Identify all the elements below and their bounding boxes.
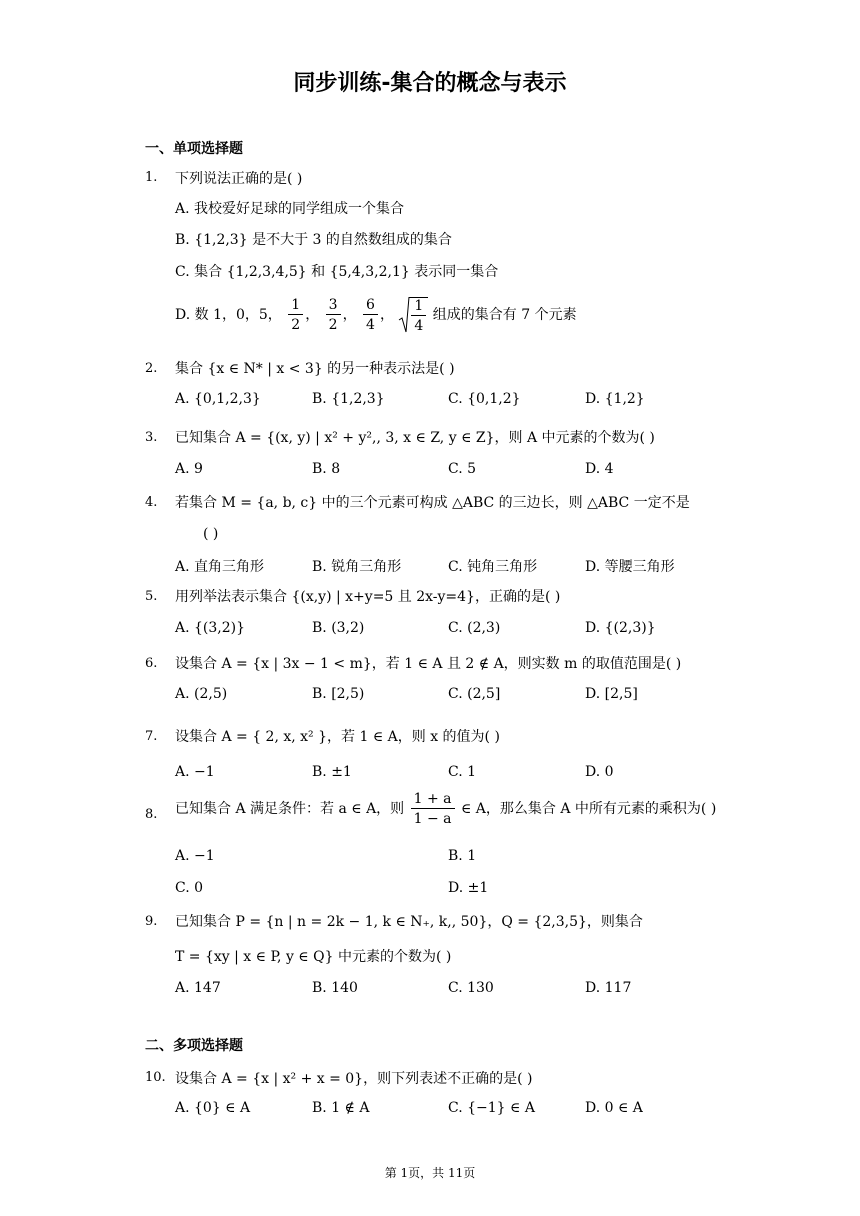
question-stem: 若集合 M = {a, b, c} 中的三个元素可构成 △ABC 的三边长，则 △ABC 一定不是 [175, 495, 690, 511]
option-d: D. 数 1，0，5， $\frac{1}{2}$ ， $\frac{3}{2}$ ， $\frac{6}{4}$ ， $\frac{1}{4}$ 组成的集合有 7 个元素 [175, 297, 577, 334]
option-c: C. {−1} ∈ A [448, 1100, 535, 1116]
option-a: A. {0,1,2,3} [175, 391, 261, 407]
square-root [398, 296, 428, 334]
option-d: D. 0 [585, 764, 614, 780]
option-b: B. 1 ∉ A [312, 1100, 370, 1116]
question-stem: 用列举法表示集合 {(x,y) | x+y=5 且 2x-y=4}，正确的是( ) [175, 589, 561, 605]
option-c: C. 集合 {1,2,3,4,5} 和 {5,4,3,2,1} 表示同一集合 [175, 264, 499, 280]
fraction: $\frac{1}{2}$ [288, 298, 303, 332]
fraction: $\frac{1}{4}$ [411, 299, 426, 333]
option-b: B. ±1 [312, 764, 352, 780]
fraction: $\frac{3}{2}$ [326, 298, 341, 332]
option-b: B. [2,5) [312, 686, 365, 702]
question-number: 5. [145, 589, 158, 604]
option-d: D. ±1 [448, 880, 489, 896]
option-d: D. {1,2} [585, 391, 645, 407]
question-stem-continued: T = {xy | x ∈ P, y ∈ Q} 中元素的个数为( ) [175, 949, 452, 965]
option-d: D. [2,5] [585, 686, 638, 702]
question-stem-continued: ( ) [203, 526, 219, 542]
question-number: 2. [145, 361, 158, 376]
option-d-suffix: 组成的集合有 7 个元素 [432, 307, 577, 323]
question-stem: 集合 {x ∈ N* | x < 3} 的另一种表示法是( ) [175, 361, 455, 377]
option-a: A. 我校爱好足球的同学组成一个集合 [175, 201, 405, 217]
option-b: B. 锐角三角形 [312, 559, 402, 575]
option-b: B. (3,2) [312, 620, 365, 636]
option-a: A. −1 [175, 848, 215, 864]
option-c: C. 5 [448, 461, 477, 477]
option-d: D. 4 [585, 461, 614, 477]
option-a: A. {(3,2)} [175, 620, 246, 636]
option-a: A. 直角三角形 [175, 559, 265, 575]
section-single-choice: 一、单项选择题 [145, 141, 243, 157]
option-a: A. (2,5) [175, 686, 228, 702]
question-number: 9. [145, 914, 158, 929]
option-b: B. 8 [312, 461, 341, 477]
option-d: D. {(2,3)} [585, 620, 656, 636]
option-c: C. 130 [448, 980, 494, 996]
option-d: D. 0 ∈ A [585, 1100, 643, 1116]
fraction: $\frac{6}{4}$ [363, 298, 378, 332]
question-stem [175, 792, 716, 826]
option-b: B. 1 [448, 848, 477, 864]
question-stem-suffix: ∈ A，那么集合 A 中所有元素的乘积为( ) [460, 801, 717, 817]
option-c: C. 0 [175, 880, 204, 896]
option-d: D. 等腰三角形 [585, 559, 675, 575]
question-stem: 设集合 A = {x | 3x − 1 < m}，若 1 ∈ A 且 2 ∉ A，则实数 m 的取值范围是( ) [175, 656, 682, 672]
page-footer: 第 1页，共 11页 [384, 1166, 476, 1180]
option-a: A. {0} ∈ A [175, 1100, 251, 1116]
question-number: 6. [145, 656, 158, 671]
option-a: A. 147 [175, 980, 221, 996]
question-number: 7. [145, 729, 158, 744]
option-a: A. 9 [175, 461, 203, 477]
option-c: C. (2,5] [448, 686, 501, 702]
question-stem: 设集合 A = {x | x² + x = 0}，则下列表述不正确的是( ) [175, 1071, 533, 1087]
question-number: 3. [145, 430, 158, 445]
option-c: C. (2,3) [448, 620, 501, 636]
question-stem: 已知集合 A = {(x, y) | x² + y²,, 3, x ∈ Z, y ∈ Z}，则 A 中元素的个数为( ) [175, 430, 655, 446]
question-number: 4. [145, 495, 158, 510]
option-d: D. 117 [585, 980, 632, 996]
option-b: B. {1,2,3} 是不大于 3 的自然数组成的集合 [175, 232, 452, 248]
option-c: C. 1 [448, 764, 477, 780]
fraction: $\frac{1 + a}{1 - a}$ [411, 792, 455, 826]
option-b: B. {1,2,3} [312, 391, 385, 407]
question-stem: 已知集合 P = {n | n = 2k − 1, k ∈ N₊, k,, 50}，Q = {2,3,5}，则集合 [175, 914, 643, 930]
question-stem: 下列说法正确的是( ) [175, 171, 303, 187]
option-a: A. −1 [175, 764, 215, 780]
option-c: C. {0,1,2} [448, 391, 521, 407]
option-b: B. 140 [312, 980, 358, 996]
page-title: 同步训练-集合的概念与表示 [293, 71, 567, 96]
section-multiple-choice: 二、多项选择题 [145, 1038, 243, 1054]
question-number: 8. [145, 807, 158, 822]
question-number: 1. [145, 170, 158, 185]
option-c: C. 钝角三角形 [448, 559, 538, 575]
option-d-prefix: D. 数 1，0，5， [175, 307, 282, 323]
question-stem: 设集合 A = { 2, x, x² }，若 1 ∈ A，则 x 的值为( ) [175, 729, 500, 745]
question-number: 10. [145, 1070, 166, 1085]
question-stem-prefix: 已知集合 A 满足条件：若 a ∈ A，则 [175, 801, 405, 817]
